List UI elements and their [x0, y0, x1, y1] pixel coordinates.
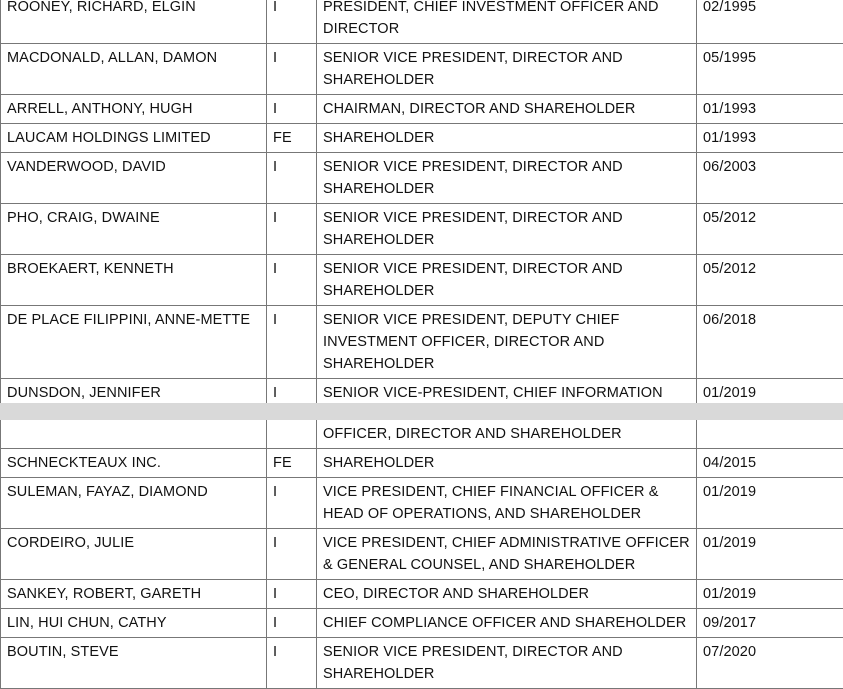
table-row: [1, 0, 843, 44]
table-row: [1, 44, 843, 95]
owner-type: I: [267, 609, 317, 638]
owner-title: CHAIRMAN, DIRECTOR AND SHAREHOLDER: [317, 95, 697, 124]
owner-name: VANDERWOOD, DAVID: [1, 153, 267, 204]
owner-date: 06/2018: [697, 306, 843, 379]
owner-date: 04/2015: [697, 449, 843, 478]
owner-name: SCHNECKTEAUX INC.: [1, 449, 267, 478]
owner-date: 01/2019: [697, 580, 843, 609]
owners-table-continued: [0, 420, 843, 689]
owner-type: I: [267, 44, 317, 95]
owner-title: CHIEF COMPLIANCE OFFICER AND SHAREHOLDER: [317, 609, 697, 638]
table-row: [1, 609, 843, 638]
owner-name: DUNSDON, JENNIFER: [1, 379, 267, 408]
owner-date: 07/2020: [697, 638, 843, 689]
owner-name: ARRELL, ANTHONY, HUGH: [1, 95, 267, 124]
owner-name: LAUCAM HOLDINGS LIMITED: [1, 124, 267, 153]
owner-title: OFFICER, DIRECTOR AND SHAREHOLDER: [317, 420, 697, 449]
owner-date: 05/1995: [697, 44, 843, 95]
owner-title: SENIOR VICE PRESIDENT, DIRECTOR AND SHAREHOLDER: [317, 255, 697, 306]
owner-title: SENIOR VICE PRESIDENT, DIRECTOR AND SHAREHOLDER: [317, 44, 697, 95]
owner-type: I: [267, 379, 317, 408]
owner-type: I: [267, 529, 317, 580]
owner-name: LIN, HUI CHUN, CATHY: [1, 609, 267, 638]
owner-title: PRESIDENT, CHIEF INVESTMENT OFFICER AND DIRECTOR: [317, 0, 697, 44]
owner-type: [267, 420, 317, 449]
table-row: [1, 529, 843, 580]
table-row: [1, 204, 843, 255]
owner-title: SENIOR VICE PRESIDENT, DEPUTY CHIEF INVESTMENT OFFICER, DIRECTOR AND SHAREHOLDER: [317, 306, 697, 379]
table-row: [1, 478, 843, 529]
owner-date: 02/1995: [697, 0, 843, 44]
owner-date: 01/2019: [697, 529, 843, 580]
table-row: [1, 255, 843, 306]
page-break-divider: [0, 403, 843, 420]
owner-name: CORDEIRO, JULIE: [1, 529, 267, 580]
owner-type: I: [267, 478, 317, 529]
owner-name: [1, 420, 267, 449]
table-row: [1, 580, 843, 609]
owner-type: FE: [267, 449, 317, 478]
table-row: [1, 95, 843, 124]
owner-type: I: [267, 638, 317, 689]
owner-title: SENIOR VICE-PRESIDENT, CHIEF INFORMATION: [317, 379, 697, 408]
owner-date: 05/2012: [697, 255, 843, 306]
owner-name: DE PLACE FILIPPINI, ANNE-METTE: [1, 306, 267, 379]
owner-date: 06/2003: [697, 153, 843, 204]
owner-type: FE: [267, 124, 317, 153]
table-row: [1, 420, 843, 449]
owner-type: I: [267, 204, 317, 255]
owner-date: 05/2012: [697, 204, 843, 255]
owner-name: BOUTIN, STEVE: [1, 638, 267, 689]
owner-title: SHAREHOLDER: [317, 124, 697, 153]
owner-type: I: [267, 95, 317, 124]
owner-date: 01/1993: [697, 124, 843, 153]
owners-table-page-2: [0, 420, 843, 689]
owner-date: [697, 420, 843, 449]
owner-date: 01/1993: [697, 95, 843, 124]
owner-type: I: [267, 580, 317, 609]
owner-name: BROEKAERT, KENNETH: [1, 255, 267, 306]
owner-title: CEO, DIRECTOR AND SHAREHOLDER: [317, 580, 697, 609]
owner-type: I: [267, 153, 317, 204]
owner-date: 01/2019: [697, 478, 843, 529]
owner-date: 09/2017: [697, 609, 843, 638]
owner-title: SENIOR VICE PRESIDENT, DIRECTOR AND SHAREHOLDER: [317, 153, 697, 204]
table-row: [1, 124, 843, 153]
owner-name: ROONEY, RICHARD, ELGIN: [1, 0, 267, 44]
table-row: [1, 449, 843, 478]
owner-title: SHAREHOLDER: [317, 449, 697, 478]
owner-title: SENIOR VICE PRESIDENT, DIRECTOR AND SHAREHOLDER: [317, 638, 697, 689]
owner-date: 01/2019: [697, 379, 843, 408]
owner-title: VICE PRESIDENT, CHIEF FINANCIAL OFFICER & HEAD OF OPERATIONS, AND SHAREHOLDER: [317, 478, 697, 529]
owner-name: PHO, CRAIG, DWAINE: [1, 204, 267, 255]
table-row: [1, 306, 843, 379]
owner-title: SENIOR VICE PRESIDENT, DIRECTOR AND SHAREHOLDER: [317, 204, 697, 255]
owner-type: I: [267, 306, 317, 379]
owner-title: VICE PRESIDENT, CHIEF ADMINISTRATIVE OFFICER & GENERAL COUNSEL, AND SHAREHOLDER: [317, 529, 697, 580]
table-row: [1, 153, 843, 204]
owner-name: SANKEY, ROBERT, GARETH: [1, 580, 267, 609]
owners-table-body: [1, 420, 843, 689]
owner-type: I: [267, 255, 317, 306]
table-row: [1, 638, 843, 689]
owner-name: MACDONALD, ALLAN, DAMON: [1, 44, 267, 95]
owner-type: I: [267, 0, 317, 44]
owner-name: SULEMAN, FAYAZ, DIAMOND: [1, 478, 267, 529]
owners-table-body: [1, 0, 843, 408]
